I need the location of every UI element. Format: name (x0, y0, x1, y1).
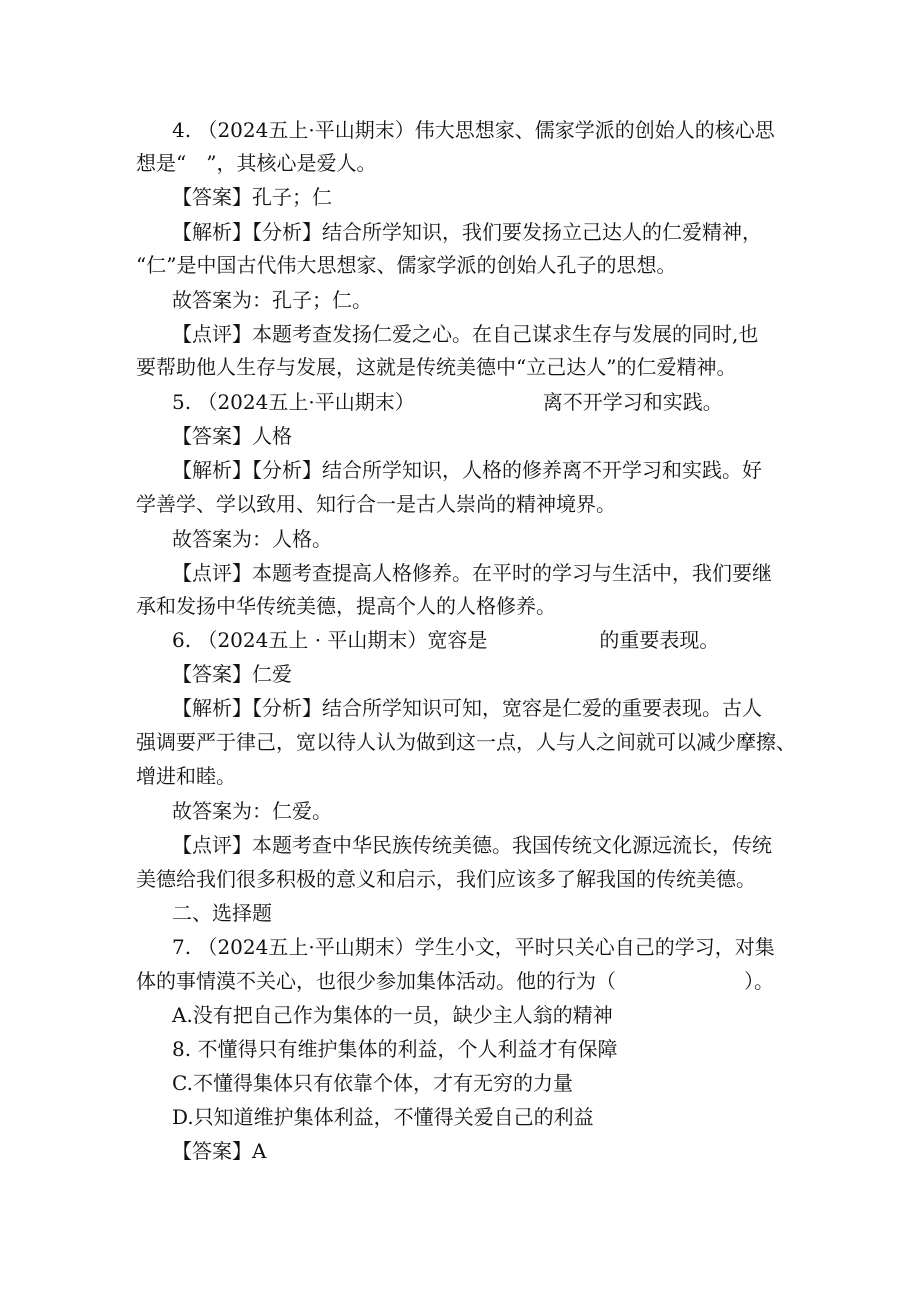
q6-analysis-line2: 强调要严于律己，宽以待人认为做到这一点，人与人之间就可以减少摩擦、 (136, 730, 796, 754)
q4-answer: 【答案】孔子；仁 (172, 185, 332, 209)
q6-question-prefix: 6. （2024五上 · 平山期末）宽容是 (172, 628, 488, 652)
q6-answer: 【答案】仁爱 (172, 662, 292, 686)
q4-final-answer: 故答案为：孔子；仁。 (172, 288, 372, 312)
q4-comment-line1: 【点评】本题考查发扬仁爱之心。在自己谋求生存与发展的同时,也 (172, 322, 759, 346)
q4-analysis-line1: 【解析】【分析】结合所学知识，我们要发扬立己达人的仁爱精神， (172, 220, 762, 244)
q4-question-line1: 4. （2024五上·平山期末）伟大思想家、儒家学派的创始人的核心思 (172, 118, 775, 142)
q6-analysis-line1: 【解析】【分析】结合所学知识可知，宽容是仁爱的重要表现。古人 (172, 696, 762, 720)
q5-question (172, 390, 723, 414)
q7-option-b: 8. 不懂得只有维护集体的利益，个人利益才有保障 (172, 1037, 618, 1061)
q7-option-a: A.没有把自己作为集体的一员，缺少主人翁的精神 (172, 1003, 613, 1027)
q5-final-answer: 故答案为：人格。 (172, 527, 332, 551)
q5-analysis-line2: 学善学、学以致用、知行合一是古人崇尚的精神境界。 (136, 492, 616, 516)
q7-question-line2-prefix: 体的事情漠不关心，也很少参加集体活动。他的行为（ (136, 969, 616, 993)
q6-comment-line2: 美德给我们很多积极的意义和启示，我们应该多了解我国的传统美德。 (136, 867, 756, 891)
q5-analysis-line1: 【解析】【分析】结合所学知识，人格的修养离不开学习和实践。好 (172, 458, 762, 482)
q6-question-suffix: 的重要表现。 (599, 628, 720, 652)
q7-answer: 【答案】A (172, 1139, 267, 1163)
q7-question-line2-suffix: ）。 (744, 969, 774, 993)
q5-comment-line2: 承和发扬中华传统美德，提高个人的人格修养。 (136, 594, 556, 618)
q7-question-line1: 7. （2024五上·平山期末）学生小文，平时只关心自己的学习，对集 (172, 935, 775, 959)
q6-analysis-line3: 增进和睦。 (136, 764, 236, 788)
q7-question-line2 (136, 969, 774, 993)
q5-comment-line1: 【点评】本题考查提高人格修养。在平时的学习与生活中，我们要继 (172, 561, 772, 585)
q6-comment-line1: 【点评】本题考查中华民族传统美德。我国传统文化源远流长，传统 (172, 833, 772, 857)
q7-option-c: C.不懂得集体只有依靠个体，才有无穷的力量 (172, 1071, 573, 1095)
section-title-choice: 二、选择题 (172, 901, 272, 925)
q4-comment-line2: 要帮助他人生存与发展，这就是传统美德中“立己达人”的仁爱精神。 (136, 355, 737, 379)
q5-answer: 【答案】人格 (172, 424, 292, 448)
q4-analysis-line2: “仁”是中国古代伟大思想家、儒家学派的创始人孔子的思想。 (136, 253, 677, 277)
q5-question-suffix: 离不开学习和实践。 (542, 390, 723, 414)
q5-question-prefix: 5. （2024五上·平山期末） (172, 390, 415, 414)
q6-final-answer: 故答案为：仁爱。 (172, 799, 332, 823)
q6-question (172, 628, 719, 652)
q7-option-d: D.只知道维护集体利益，不懂得关爱自己的利益 (172, 1105, 594, 1129)
q4-question-line2: 想是“ ”，其核心是爱人。 (136, 151, 377, 175)
